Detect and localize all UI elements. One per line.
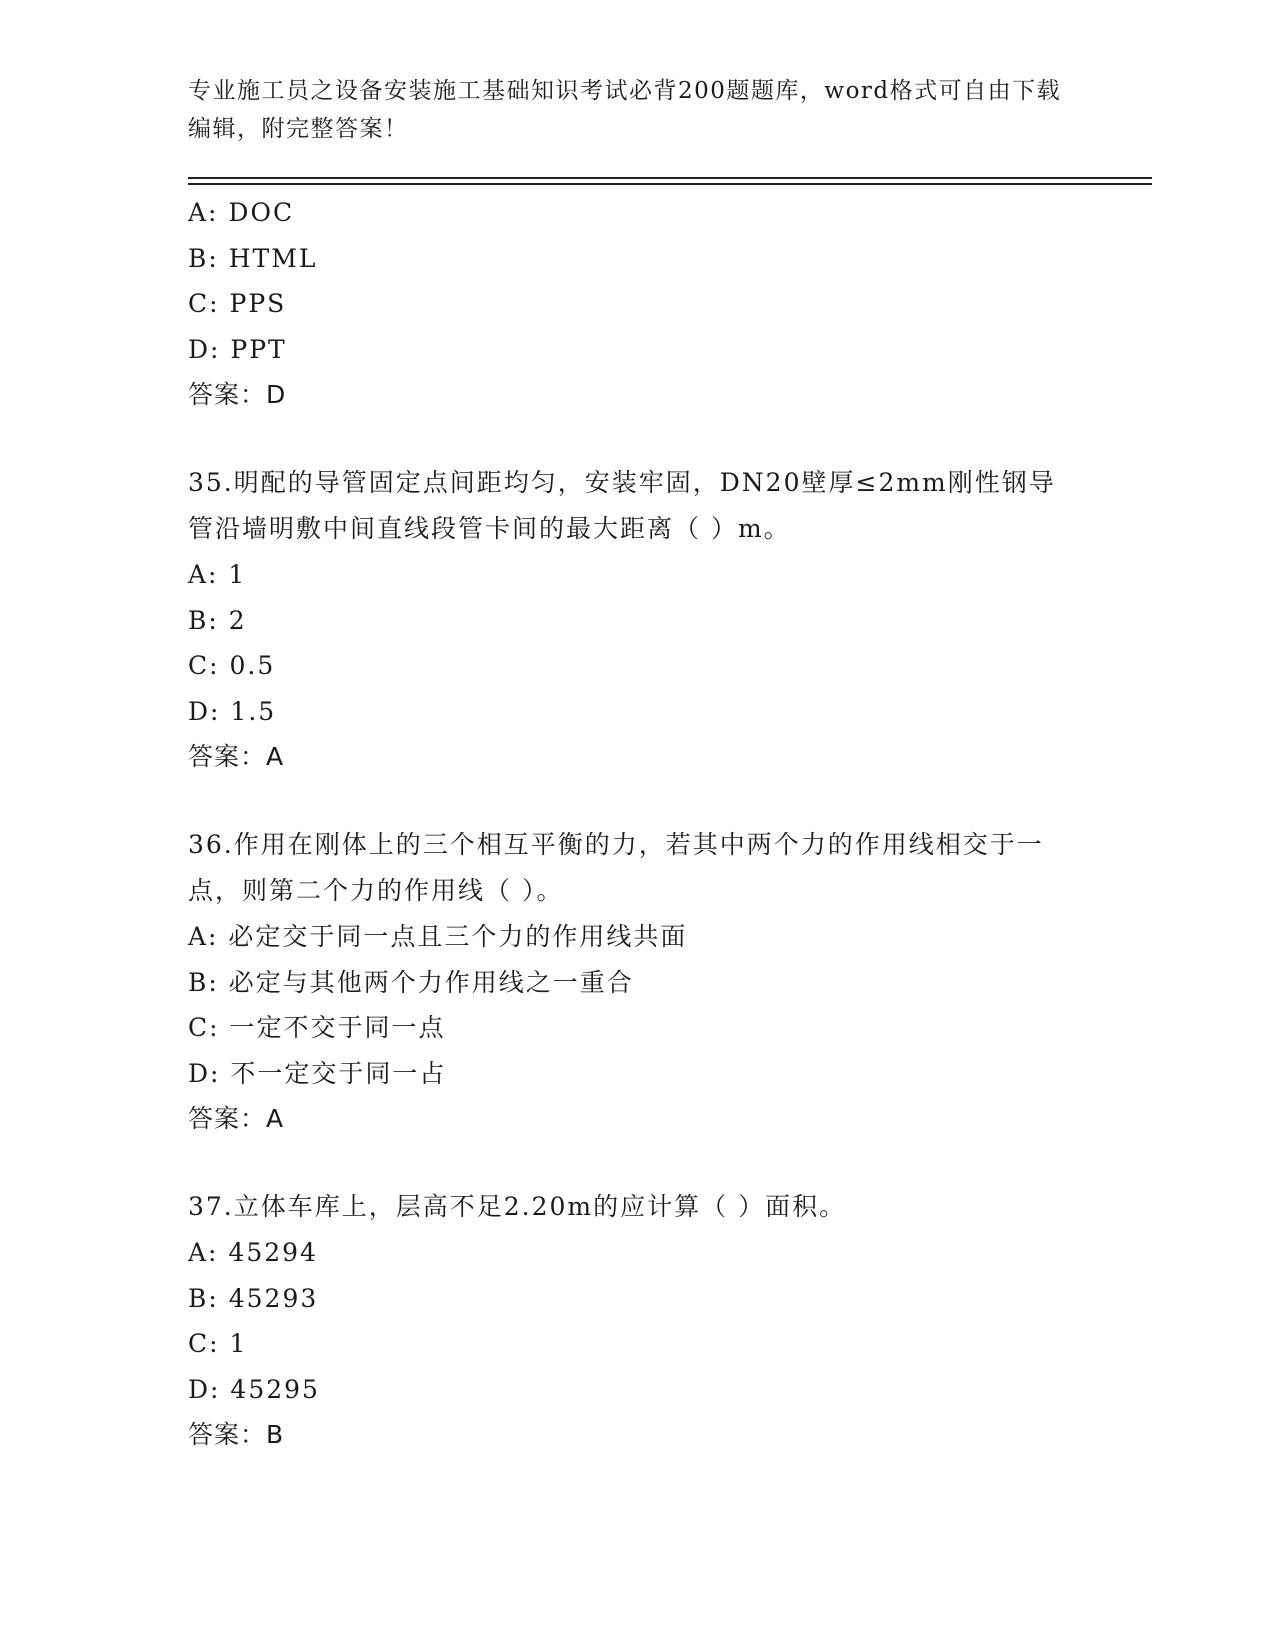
option-c: C: 一定不交于同一点 — [188, 1013, 446, 1042]
question-text: 35.明配的导管固定点间距均匀，安装牢固，DN20壁厚≤2mm刚性钢导管沿墙明敷中间直线段管卡间的最大距离（ ）m。 — [188, 468, 1056, 543]
header-rule-bottom — [188, 183, 1152, 185]
answer-line: 答案：D — [188, 380, 287, 409]
option-b: B: 必定与其他两个力作用线之一重合 — [188, 967, 634, 997]
option-a: A: 必定交于同一点且三个力的作用线共面 — [188, 922, 688, 951]
question-block-35 — [188, 460, 1088, 780]
answer-line: 答案：A — [188, 1104, 285, 1133]
option-d: D: 45295 — [188, 1374, 320, 1404]
option-c: C: 1 — [188, 1329, 248, 1358]
option-c: C: PPS — [188, 289, 287, 318]
option-a: A: 45294 — [188, 1238, 318, 1267]
option-b: B: 2 — [188, 605, 247, 635]
question-text: 37.立体车库上，层高不足2.20m的应计算（ ）面积。 — [188, 1192, 847, 1221]
option-d: D: 1.5 — [188, 696, 277, 726]
option-c: C: 0.5 — [188, 651, 276, 680]
option-d: D: PPT — [188, 334, 287, 364]
question-block-37 — [188, 1184, 1088, 1458]
header-rule-top — [188, 177, 1152, 179]
option-d: D: 不一定交于同一占 — [188, 1058, 447, 1088]
question-block-34 — [188, 190, 1088, 418]
question-text: 36.作用在刚体上的三个相互平衡的力，若其中两个力的作用线相交于一点，则第二个力的作用线（ ）。 — [188, 830, 1044, 905]
option-a: A: DOC — [188, 198, 295, 227]
question-block-36 — [188, 822, 1088, 1142]
option-b: B: 45293 — [188, 1283, 319, 1313]
option-a: A: 1 — [188, 560, 247, 589]
option-b: B: HTML — [188, 243, 318, 273]
answer-line: 答案：B — [188, 1420, 285, 1449]
document-header: 专业施工员之设备安装施工基础知识考试必背200题题库，word格式可自由下载编辑，附完整答案！ — [188, 78, 1062, 142]
answer-line: 答案：A — [188, 742, 285, 771]
document-body — [188, 190, 1088, 1458]
